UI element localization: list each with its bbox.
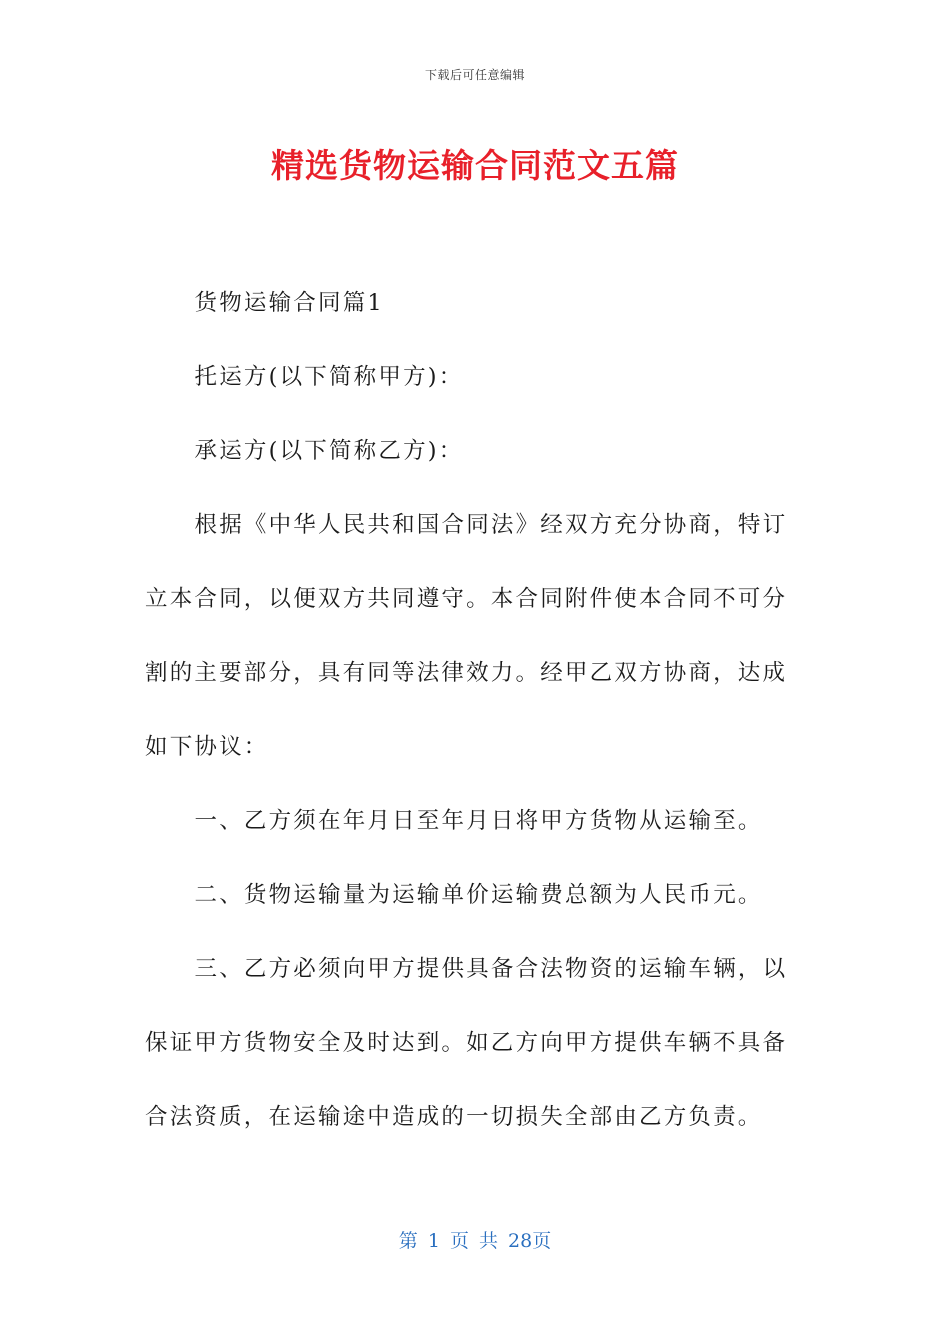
document-body (145, 266, 795, 1154)
clause-2: 二、货物运输量为运输单价运输费总额为人民币元。 (194, 882, 763, 908)
party-a-line: 托运方(以下简称甲方)： (194, 364, 464, 390)
clause-3: 三、乙方必须向甲方提供具备合法物资的运输车辆，以保证甲方货物安全及时达到。如乙方向甲方提供车辆不具备合法资质，在运输途中造成的一切损失全部由乙方负责。 (145, 956, 788, 1130)
clause-1: 一、乙方须在年月日至年月日将甲方货物从运输至。 (194, 808, 763, 834)
page-number-footer: 第 1 页 共 28页 (398, 1230, 552, 1252)
document-title: 精选货物运输合同范文五篇 (271, 146, 679, 185)
party-b-line: 承运方(以下简称乙方)： (194, 438, 464, 464)
preamble-paragraph: 根据《中华人民共和国合同法》经双方充分协商，特订立本合同，以便双方共同遵守。本合同附件使本合同不可分割的主要部分，具有同等法律效力。经甲乙双方协商，达成如下协议： (145, 512, 788, 760)
section-heading: 货物运输合同篇1 (194, 290, 384, 316)
page-header-note: 下载后可任意编辑 (424, 68, 525, 82)
